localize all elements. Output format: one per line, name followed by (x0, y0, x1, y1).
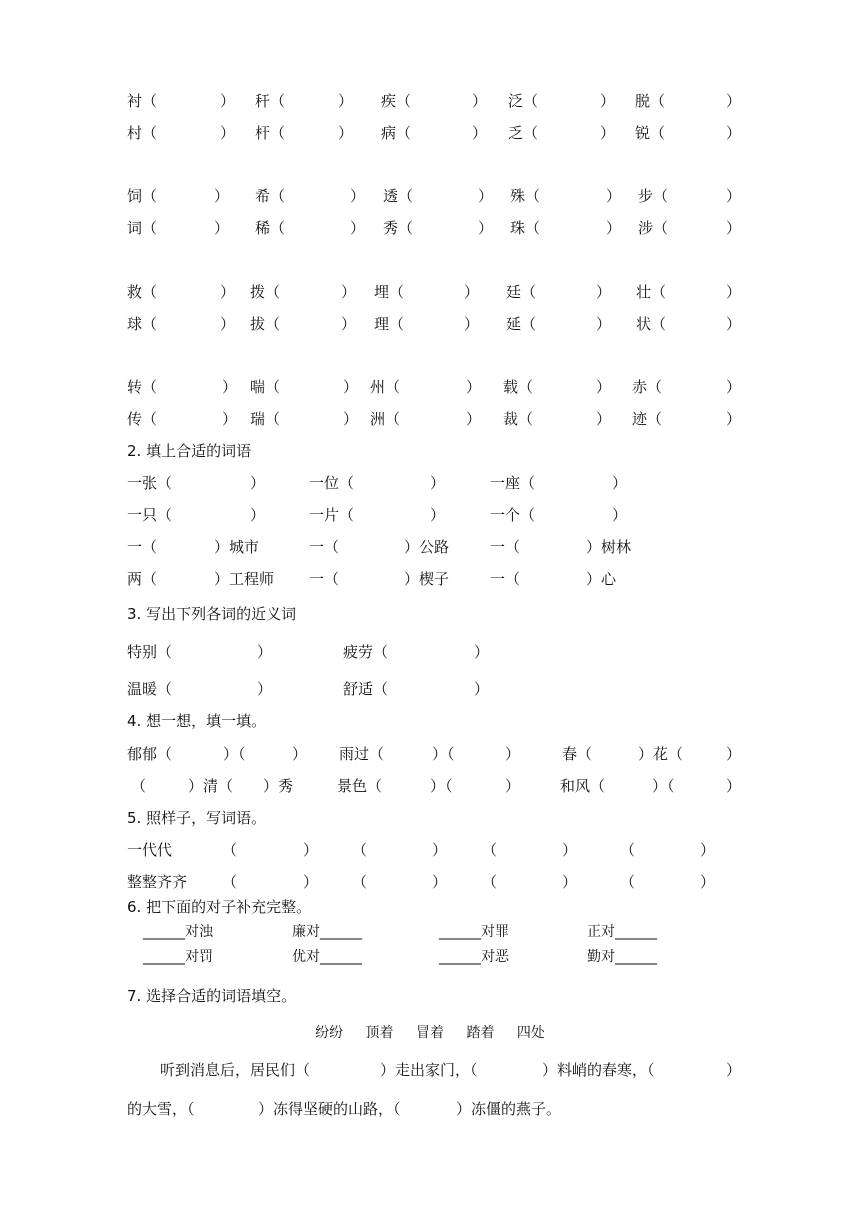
char-item: 殊（ (510, 187, 541, 205)
section-heading: 5. 照样子，写词语。 (127, 809, 267, 827)
measure-row (0, 472, 860, 494)
bracket-open: （ (222, 841, 238, 859)
bracket-close: ） (338, 92, 354, 110)
bracket-close: ） (726, 745, 742, 763)
bracket-close: ） (220, 92, 236, 110)
bracket-close: ） (430, 474, 446, 492)
char-item: 载（ (503, 378, 534, 396)
bracket-close: ） (341, 315, 357, 333)
bracket-close: ） (596, 378, 612, 396)
paragraph-line (0, 1098, 860, 1120)
measure-suffix: ）心 (586, 570, 617, 588)
bracket-close: ） (700, 841, 716, 859)
bracket-close: ） (700, 873, 716, 891)
char-item: 廷（ (506, 283, 537, 301)
char-row (0, 408, 860, 430)
fill-part: ）（ (223, 745, 246, 763)
measure-word: 一张（ (127, 474, 173, 492)
bracket-close: ） (464, 315, 480, 333)
bracket-close: ） (214, 219, 230, 237)
paragraph-text: ）冻僵的燕子。 (456, 1100, 562, 1118)
fill-part: ）（ (430, 777, 453, 795)
bracket-open: （ (620, 841, 636, 859)
bracket-close: ） (505, 777, 521, 795)
bracket-close: ） (726, 1061, 742, 1079)
bracket-close: ） (257, 643, 273, 661)
char-item: 埋（ (374, 283, 405, 301)
char-row (0, 376, 860, 398)
bracket-close: ） (250, 506, 266, 524)
char-item: 透（ (383, 187, 414, 205)
bracket-close: ） (596, 283, 612, 301)
synonym-row (0, 678, 860, 700)
bracket-close: ） (478, 187, 494, 205)
bracket-open: （ (482, 841, 498, 859)
bracket-close: ） (220, 283, 236, 301)
char-item: 洲（ (370, 410, 401, 428)
char-row (0, 90, 860, 112)
bracket-close: ） (606, 219, 622, 237)
char-item: 裁（ (503, 410, 534, 428)
bracket-close: ） (474, 643, 490, 661)
bracket-close: ） (505, 745, 521, 763)
bracket-close: ） (214, 187, 230, 205)
bracket-close: ） (600, 92, 616, 110)
char-item: 壮（ (636, 283, 667, 301)
bracket-close: ） (478, 219, 494, 237)
section-heading: 3. 写出下列各词的近义词 (127, 605, 297, 623)
couplet-item: 勤对______ (587, 949, 657, 965)
word-bank-item: 四处 (516, 1025, 545, 1041)
measure-word: 一（ (490, 538, 521, 556)
bracket-open: （ (222, 873, 238, 891)
bracket-close: ） (341, 283, 357, 301)
synonym-word: 特别（ (127, 643, 173, 661)
pattern-example: 一代代 (127, 841, 173, 859)
char-item: 疾（ (381, 92, 412, 110)
char-item: 泛（ (508, 92, 539, 110)
char-item: 村（ (127, 124, 158, 142)
bracket-close: ） (596, 315, 612, 333)
synonym-word: 舒适（ (343, 680, 389, 698)
bracket-close: ） (257, 680, 273, 698)
measure-suffix: ）公路 (404, 538, 450, 556)
fill-part: ）（ (432, 745, 455, 763)
bracket-close: ） (432, 873, 448, 891)
bracket-close: ） (250, 474, 266, 492)
char-item: 拔（ (250, 315, 281, 333)
fill-part: ）秀 (263, 777, 294, 795)
bracket-close: ） (343, 410, 359, 428)
measure-word: 一只（ (127, 506, 173, 524)
fill-part: 春（ (562, 745, 593, 763)
bracket-close: ） (303, 841, 319, 859)
char-item: 锐（ (635, 124, 666, 142)
bracket-open: （ (620, 873, 636, 891)
char-row (0, 217, 860, 239)
measure-suffix: ）城市 (214, 538, 260, 556)
char-item: 希（ (255, 187, 286, 205)
char-item: 救（ (127, 283, 158, 301)
bracket-close: ） (600, 124, 616, 142)
fill-part: ）花（ (638, 745, 684, 763)
couplet-item: ______对罚 (143, 949, 213, 965)
char-item: 稀（ (255, 219, 286, 237)
bracket-close: ） (303, 873, 319, 891)
char-item: 珠（ (510, 219, 541, 237)
bracket-close: ） (464, 283, 480, 301)
measure-word: 两（ (127, 570, 158, 588)
pattern-row (0, 839, 860, 861)
bracket-close: ） (726, 92, 742, 110)
char-item: 乏（ (508, 124, 539, 142)
couplet-item: 廉对______ (292, 924, 362, 940)
measure-row (0, 536, 860, 558)
synonym-word: 疲劳（ (343, 643, 389, 661)
measure-row (0, 568, 860, 590)
char-row (0, 281, 860, 303)
measure-row (0, 504, 860, 526)
bracket-close: ） (726, 124, 742, 142)
bracket-close: ） (562, 873, 578, 891)
measure-suffix: ）工程师 (214, 570, 275, 588)
bracket-close: ） (726, 187, 742, 205)
bracket-close: ） (726, 283, 742, 301)
char-item: 瑞（ (250, 410, 281, 428)
char-item: 秆（ (255, 92, 286, 110)
bracket-close: ） (432, 841, 448, 859)
couplet-item: 正对______ (587, 924, 657, 940)
bracket-close: ） (612, 474, 628, 492)
section-heading: 7. 选择合适的词语填空。 (127, 987, 297, 1005)
pattern-row (0, 871, 860, 893)
bracket-close: ） (606, 187, 622, 205)
measure-word: 一座（ (490, 474, 536, 492)
char-item: 步（ (638, 187, 669, 205)
char-item: 杆（ (255, 124, 286, 142)
bracket-open: （ (482, 873, 498, 891)
char-item: 涉（ (638, 219, 669, 237)
measure-word: 一（ (309, 570, 340, 588)
word-bank-item: 顶着 (365, 1025, 394, 1041)
char-item: 赤（ (632, 378, 663, 396)
measure-word: 一（ (127, 538, 158, 556)
measure-suffix: ）树林 (586, 538, 632, 556)
char-item: 衬（ (127, 92, 158, 110)
fill-part: 景色（ (337, 777, 383, 795)
paragraph-text: ）走出家门，（ (380, 1061, 478, 1079)
synonym-row (0, 641, 860, 663)
char-item: 球（ (127, 315, 158, 333)
measure-word: 一（ (309, 538, 340, 556)
couplet-item: 优对______ (292, 949, 362, 965)
bracket-close: ） (220, 124, 236, 142)
char-item: 饲（ (127, 187, 158, 205)
measure-word: 一片（ (309, 506, 355, 524)
bracket-open: （ (352, 841, 368, 859)
word-bank (0, 1022, 860, 1042)
fill-part: ）（ (652, 777, 675, 795)
section-heading: 4. 想一想，填一填。 (127, 712, 267, 730)
char-item: 状（ (636, 315, 667, 333)
bracket-close: ） (350, 187, 366, 205)
char-item: 病（ (381, 124, 412, 142)
char-item: 转（ (127, 378, 158, 396)
fill-part: （ (131, 777, 147, 795)
section-heading: 6. 把下面的对子补充完整。 (127, 898, 312, 916)
couplet-item: ______对浊 (143, 924, 213, 940)
bracket-close: ） (612, 506, 628, 524)
char-item: 秀（ (383, 219, 414, 237)
bracket-close: ） (466, 410, 482, 428)
bracket-close: ） (726, 378, 742, 396)
char-item: 延（ (506, 315, 537, 333)
couplet-item: ______对恶 (439, 949, 509, 965)
paragraph-text: 的大雪，（ (127, 1100, 195, 1118)
section-heading: 2. 填上合适的词语 (127, 442, 252, 460)
bracket-close: ） (292, 745, 308, 763)
synonym-word: 温暖（ (127, 680, 173, 698)
bracket-close: ） (466, 378, 482, 396)
bracket-close: ） (430, 506, 446, 524)
measure-suffix: ）楔子 (404, 570, 450, 588)
bracket-close: ） (596, 410, 612, 428)
word-bank-item: 冒着 (416, 1025, 444, 1041)
bracket-close: ） (474, 680, 490, 698)
char-item: 州（ (370, 378, 401, 396)
char-item: 传（ (127, 410, 158, 428)
paragraph-text: ）冻得坚硬的山路，（ (258, 1100, 401, 1118)
bracket-close: ） (726, 410, 742, 428)
char-item: 理（ (374, 315, 405, 333)
pattern-example: 整整齐齐 (127, 873, 188, 891)
fill-part: 郁郁（ (127, 745, 173, 763)
measure-word: 一个（ (490, 506, 536, 524)
word-bank-item: 踏着 (466, 1025, 495, 1041)
fill-row (0, 775, 860, 797)
bracket-close: ） (562, 841, 578, 859)
bracket-close: ） (472, 92, 488, 110)
char-item: 迹（ (632, 410, 663, 428)
bracket-close: ） (343, 378, 359, 396)
bracket-close: ） (220, 315, 236, 333)
measure-word: 一（ (490, 570, 521, 588)
char-item: 词（ (127, 219, 158, 237)
measure-word: 一位（ (309, 474, 355, 492)
paragraph-line (0, 1059, 860, 1081)
char-row (0, 122, 860, 144)
paragraph-text: ）料峭的春寒，（ (542, 1061, 655, 1079)
char-item: 脱（ (635, 92, 666, 110)
bracket-close: ） (726, 219, 742, 237)
bracket-close: ） (726, 777, 742, 795)
bracket-close: ） (222, 378, 238, 396)
bracket-close: ） (726, 315, 742, 333)
bracket-close: ） (350, 219, 366, 237)
fill-part: 雨过（ (339, 745, 385, 763)
char-item: 喘（ (250, 378, 281, 396)
char-item: 拨（ (250, 283, 281, 301)
bracket-open: （ (352, 873, 368, 891)
bracket-close: ） (222, 410, 238, 428)
fill-part: 和风（ (560, 777, 606, 795)
bracket-close: ） (338, 124, 354, 142)
paragraph-text: 听到消息后，居民们（ (160, 1061, 311, 1079)
char-row (0, 313, 860, 335)
fill-row (0, 743, 860, 765)
word-bank-item: 纷纷 (315, 1025, 344, 1041)
bracket-close: ） (472, 124, 488, 142)
fill-part: ）清（ (188, 777, 234, 795)
couplet-item: ______对罪 (439, 924, 509, 940)
char-row (0, 185, 860, 207)
